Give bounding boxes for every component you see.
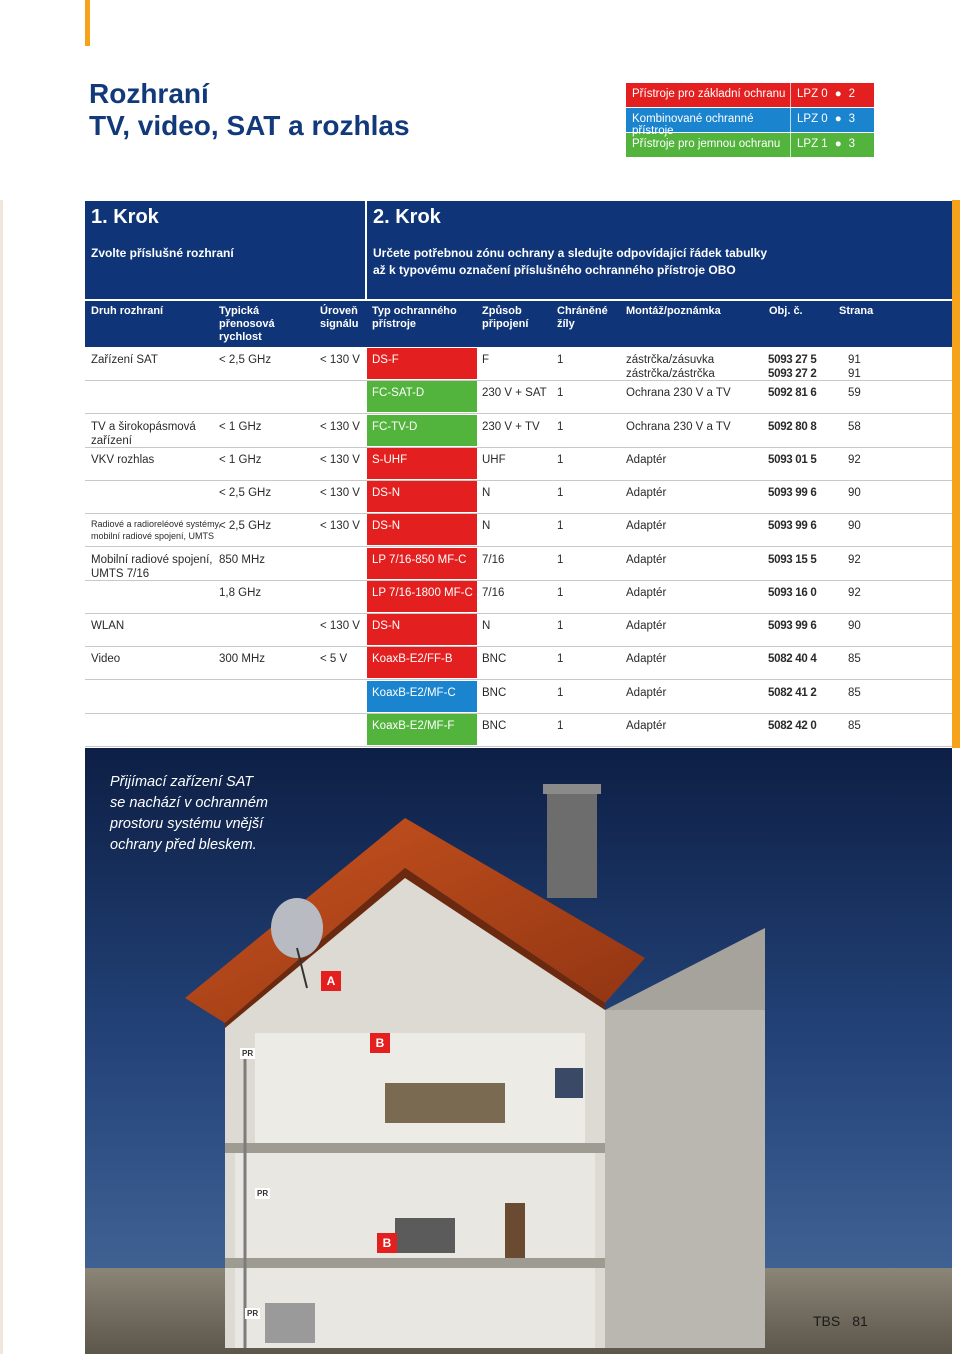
- step1-title: 1. Krok: [91, 206, 159, 228]
- cell-obj: 5093 99 6: [768, 620, 817, 632]
- cell-montaz: Adaptér: [626, 520, 667, 532]
- cell-rychlost: 300 MHz: [219, 653, 266, 665]
- marker-pr-bottom: PR: [247, 1309, 259, 1318]
- marker-pr-top: PR: [242, 1049, 254, 1058]
- protector-type: LP 7/16-850 MF-C: [367, 548, 477, 579]
- cell-zpusob: BNC: [482, 653, 507, 665]
- table-row: [85, 514, 952, 547]
- cell-obj: 5093 99 6: [768, 487, 817, 499]
- cell-rychlost: 850 MHz: [219, 554, 266, 566]
- photo-caption: Přijímací zařízení SAT se nachází v ochranném prostoru systému vnější ochrany před bleskem.: [110, 774, 268, 853]
- table-row: [85, 448, 952, 481]
- top-accent-bar: [85, 0, 90, 46]
- legend-label: Kombinované ochranné přístroje: [632, 113, 754, 137]
- cell-obj: 5092 80 8: [768, 421, 817, 433]
- cell-strana: 92: [848, 587, 861, 599]
- table-row: [85, 381, 952, 414]
- cell-rychlost: 1,8 GHz: [219, 587, 262, 599]
- protector-type: KoaxB-E2/MF-F: [367, 714, 477, 745]
- protector-type: KoaxB-E2/MF-C: [367, 681, 477, 712]
- protector-type: KoaxB-E2/FF-B: [367, 647, 477, 678]
- right-accent-bar: [952, 200, 960, 748]
- legend-lpz: LPZ 0 ● 2: [790, 83, 874, 107]
- cell-montaz: Adaptér: [626, 454, 667, 466]
- left-margin-line: [0, 200, 3, 1354]
- step2-title: 2. Krok: [373, 206, 441, 228]
- cell-druh: TV a širokopásmová zařízení: [91, 421, 196, 447]
- row-divider: [85, 546, 952, 547]
- cell-zily: 1: [557, 687, 564, 699]
- protector-type: S-UHF: [367, 448, 477, 479]
- cell-strana: 85: [848, 653, 861, 665]
- legend-label: Přístroje pro jemnou ochranu: [632, 138, 781, 150]
- marker-a: A: [321, 971, 341, 991]
- cell-zily: 1: [557, 487, 564, 499]
- cell-montaz: Adaptér: [626, 554, 667, 566]
- cell-zily: 1: [557, 554, 564, 566]
- cell-obj: 5093 01 5: [768, 454, 817, 466]
- col-header-uroven: Úroveň signálu: [320, 305, 359, 330]
- legend-lpz: LPZ 0 ● 3: [790, 108, 874, 132]
- step2-desc-line2: až k typovému označení příslušného ochranného přístroje OBO: [373, 262, 736, 277]
- col-header-typ: Typ ochranného přístroje: [372, 305, 457, 330]
- cell-montaz: Adaptér: [626, 653, 667, 665]
- table-row: [85, 581, 952, 614]
- cell-zily: 1: [557, 720, 564, 732]
- cell-zpusob: 7/16: [482, 554, 505, 566]
- page-footer: [813, 1313, 868, 1329]
- cell-zily: 1: [557, 421, 564, 433]
- col-header-strana: Strana: [839, 305, 874, 317]
- step2-desc-line1: Určete potřebnou zónu ochrany a sledujte odpovídající řádek tabulky: [373, 246, 768, 260]
- cell-strana: 59: [848, 387, 861, 399]
- cell-zily: 1: [557, 354, 564, 366]
- cell-zily: 1: [557, 587, 564, 599]
- marker-b-upper: B: [370, 1033, 390, 1053]
- cell-strana: 90: [848, 487, 861, 499]
- cell-obj: 5082 42 0: [768, 720, 817, 732]
- cell-strana: 90: [848, 520, 861, 532]
- cell-zpusob: UHF: [482, 454, 506, 466]
- cell-rychlost: < 2,5 GHz: [219, 354, 272, 366]
- page-title-line2: TV, video, SAT a rozhlas: [89, 110, 410, 141]
- cell-obj: 5093 16 0: [768, 587, 817, 599]
- col-header-zily: Chráněné žíly: [557, 305, 608, 330]
- cell-strana: 85: [848, 687, 861, 699]
- step2-header: [367, 201, 952, 299]
- cell-zily: 1: [557, 387, 564, 399]
- protector-type: FC-SAT-D: [367, 381, 477, 412]
- page-title-line1: Rozhraní: [89, 78, 209, 109]
- cell-obj: 5092 81 6: [768, 387, 817, 399]
- footer-brand: TBS: [813, 1313, 841, 1329]
- cell-strana: 92: [848, 454, 861, 466]
- cell-uroven: < 5 V: [320, 653, 348, 665]
- protector-type: DS-F: [367, 348, 477, 379]
- cell-strana: 90: [848, 620, 861, 632]
- cell-zpusob: N: [482, 487, 491, 499]
- cell-druh: Mobilní radiové spojení, UMTS 7/16: [91, 554, 213, 580]
- cell-obj: 5093 15 5: [768, 554, 817, 566]
- cell-montaz: zástrčka/zásuvka zástrčka/zástrčka: [626, 354, 715, 380]
- cell-druh: Radiové a radioreléové systémy, mobilní radiové spojení, UMTS: [91, 519, 221, 541]
- table-header: [85, 301, 952, 347]
- cell-uroven: < 130 V: [320, 487, 360, 499]
- cell-zily: 1: [557, 454, 564, 466]
- cell-druh: Video: [91, 653, 121, 665]
- legend-row-fine: [626, 133, 874, 157]
- protector-type: DS-N: [367, 614, 477, 645]
- step1-description: Zvolte příslušné rozhraní: [91, 246, 234, 260]
- cell-zpusob: N: [482, 620, 491, 632]
- table-row: [85, 614, 952, 647]
- cell-strana: 91 91: [848, 354, 861, 380]
- cell-montaz: Adaptér: [626, 687, 667, 699]
- page-title: [89, 78, 410, 142]
- cell-montaz: Adaptér: [626, 487, 667, 499]
- cell-zily: 1: [557, 620, 564, 632]
- cell-zily: 1: [557, 520, 564, 532]
- cell-strana: 58: [848, 421, 861, 433]
- cell-obj: 5082 40 4: [768, 653, 817, 665]
- col-header-druh: Druh rozhraní: [91, 305, 164, 317]
- step2-description: [373, 245, 767, 278]
- legend-row-combined: [626, 108, 874, 137]
- row-divider: [85, 679, 952, 680]
- cell-rychlost: < 1 GHz: [219, 454, 262, 466]
- col-header-montaz: Montáž/poznámka: [626, 305, 721, 317]
- cell-strana: 92: [848, 554, 861, 566]
- table-row: [85, 348, 952, 381]
- cell-uroven: < 130 V: [320, 354, 360, 366]
- cell-obj: 5082 41 2: [768, 687, 817, 699]
- cell-uroven: < 130 V: [320, 421, 360, 433]
- lpz-legend: [626, 83, 874, 158]
- cell-montaz: Ochrana 230 V a TV: [626, 421, 731, 433]
- col-header-obj: Obj. č.: [769, 305, 803, 317]
- cell-rychlost: < 2,5 GHz: [219, 487, 272, 499]
- cell-zpusob: N: [482, 520, 491, 532]
- table-row: [85, 714, 952, 747]
- cell-druh: VKV rozhlas: [91, 454, 155, 466]
- cell-montaz: Ochrana 230 V a TV: [626, 387, 731, 399]
- legend-row-basic: [626, 83, 874, 107]
- table-row: [85, 415, 952, 448]
- cell-montaz: Adaptér: [626, 720, 667, 732]
- cell-montaz: Adaptér: [626, 620, 667, 632]
- cell-uroven: < 130 V: [320, 620, 360, 632]
- step1-header: [85, 201, 365, 299]
- protector-type: DS-N: [367, 514, 477, 545]
- cell-uroven: < 130 V: [320, 454, 360, 466]
- cell-zpusob: 7/16: [482, 587, 505, 599]
- marker-pr-mid: PR: [257, 1189, 269, 1198]
- cell-obj: 5093 27 5 5093 27 2: [768, 354, 817, 380]
- legend-lpz: LPZ 1 ● 3: [790, 133, 874, 157]
- cell-druh: Zařízení SAT: [91, 354, 158, 366]
- cell-uroven: < 130 V: [320, 520, 360, 532]
- cell-montaz: Adaptér: [626, 587, 667, 599]
- marker-b-floor-2: B: [377, 1233, 397, 1253]
- cell-rychlost: < 1 GHz: [219, 421, 262, 433]
- cell-zpusob: 230 V + TV: [482, 421, 540, 433]
- protector-type: DS-N: [367, 481, 477, 512]
- table-row: [85, 647, 952, 680]
- cell-zpusob: 230 V + SAT: [482, 387, 547, 399]
- page-number: 81: [852, 1313, 868, 1329]
- cell-strana: 85: [848, 720, 861, 732]
- row-divider: [85, 413, 952, 414]
- protector-type: LP 7/16-1800 MF-C: [367, 581, 477, 612]
- protector-type: FC-TV-D: [367, 415, 477, 446]
- col-header-zpusob: Způsob připojení: [482, 305, 529, 330]
- cell-druh: WLAN: [91, 620, 125, 632]
- cell-zpusob: F: [482, 354, 490, 366]
- row-divider: [85, 746, 952, 747]
- cell-zpusob: BNC: [482, 720, 507, 732]
- legend-label: Přístroje pro základní ochranu: [632, 88, 786, 100]
- table-row: [85, 481, 952, 514]
- col-header-rychlost: Typická přenosová rychlost: [219, 305, 275, 343]
- table-row: [85, 681, 952, 714]
- table-row: [85, 548, 952, 581]
- cell-rychlost: < 2,5 GHz: [219, 520, 272, 532]
- cell-zily: 1: [557, 653, 564, 665]
- cell-zpusob: BNC: [482, 687, 507, 699]
- cell-obj: 5093 99 6: [768, 520, 817, 532]
